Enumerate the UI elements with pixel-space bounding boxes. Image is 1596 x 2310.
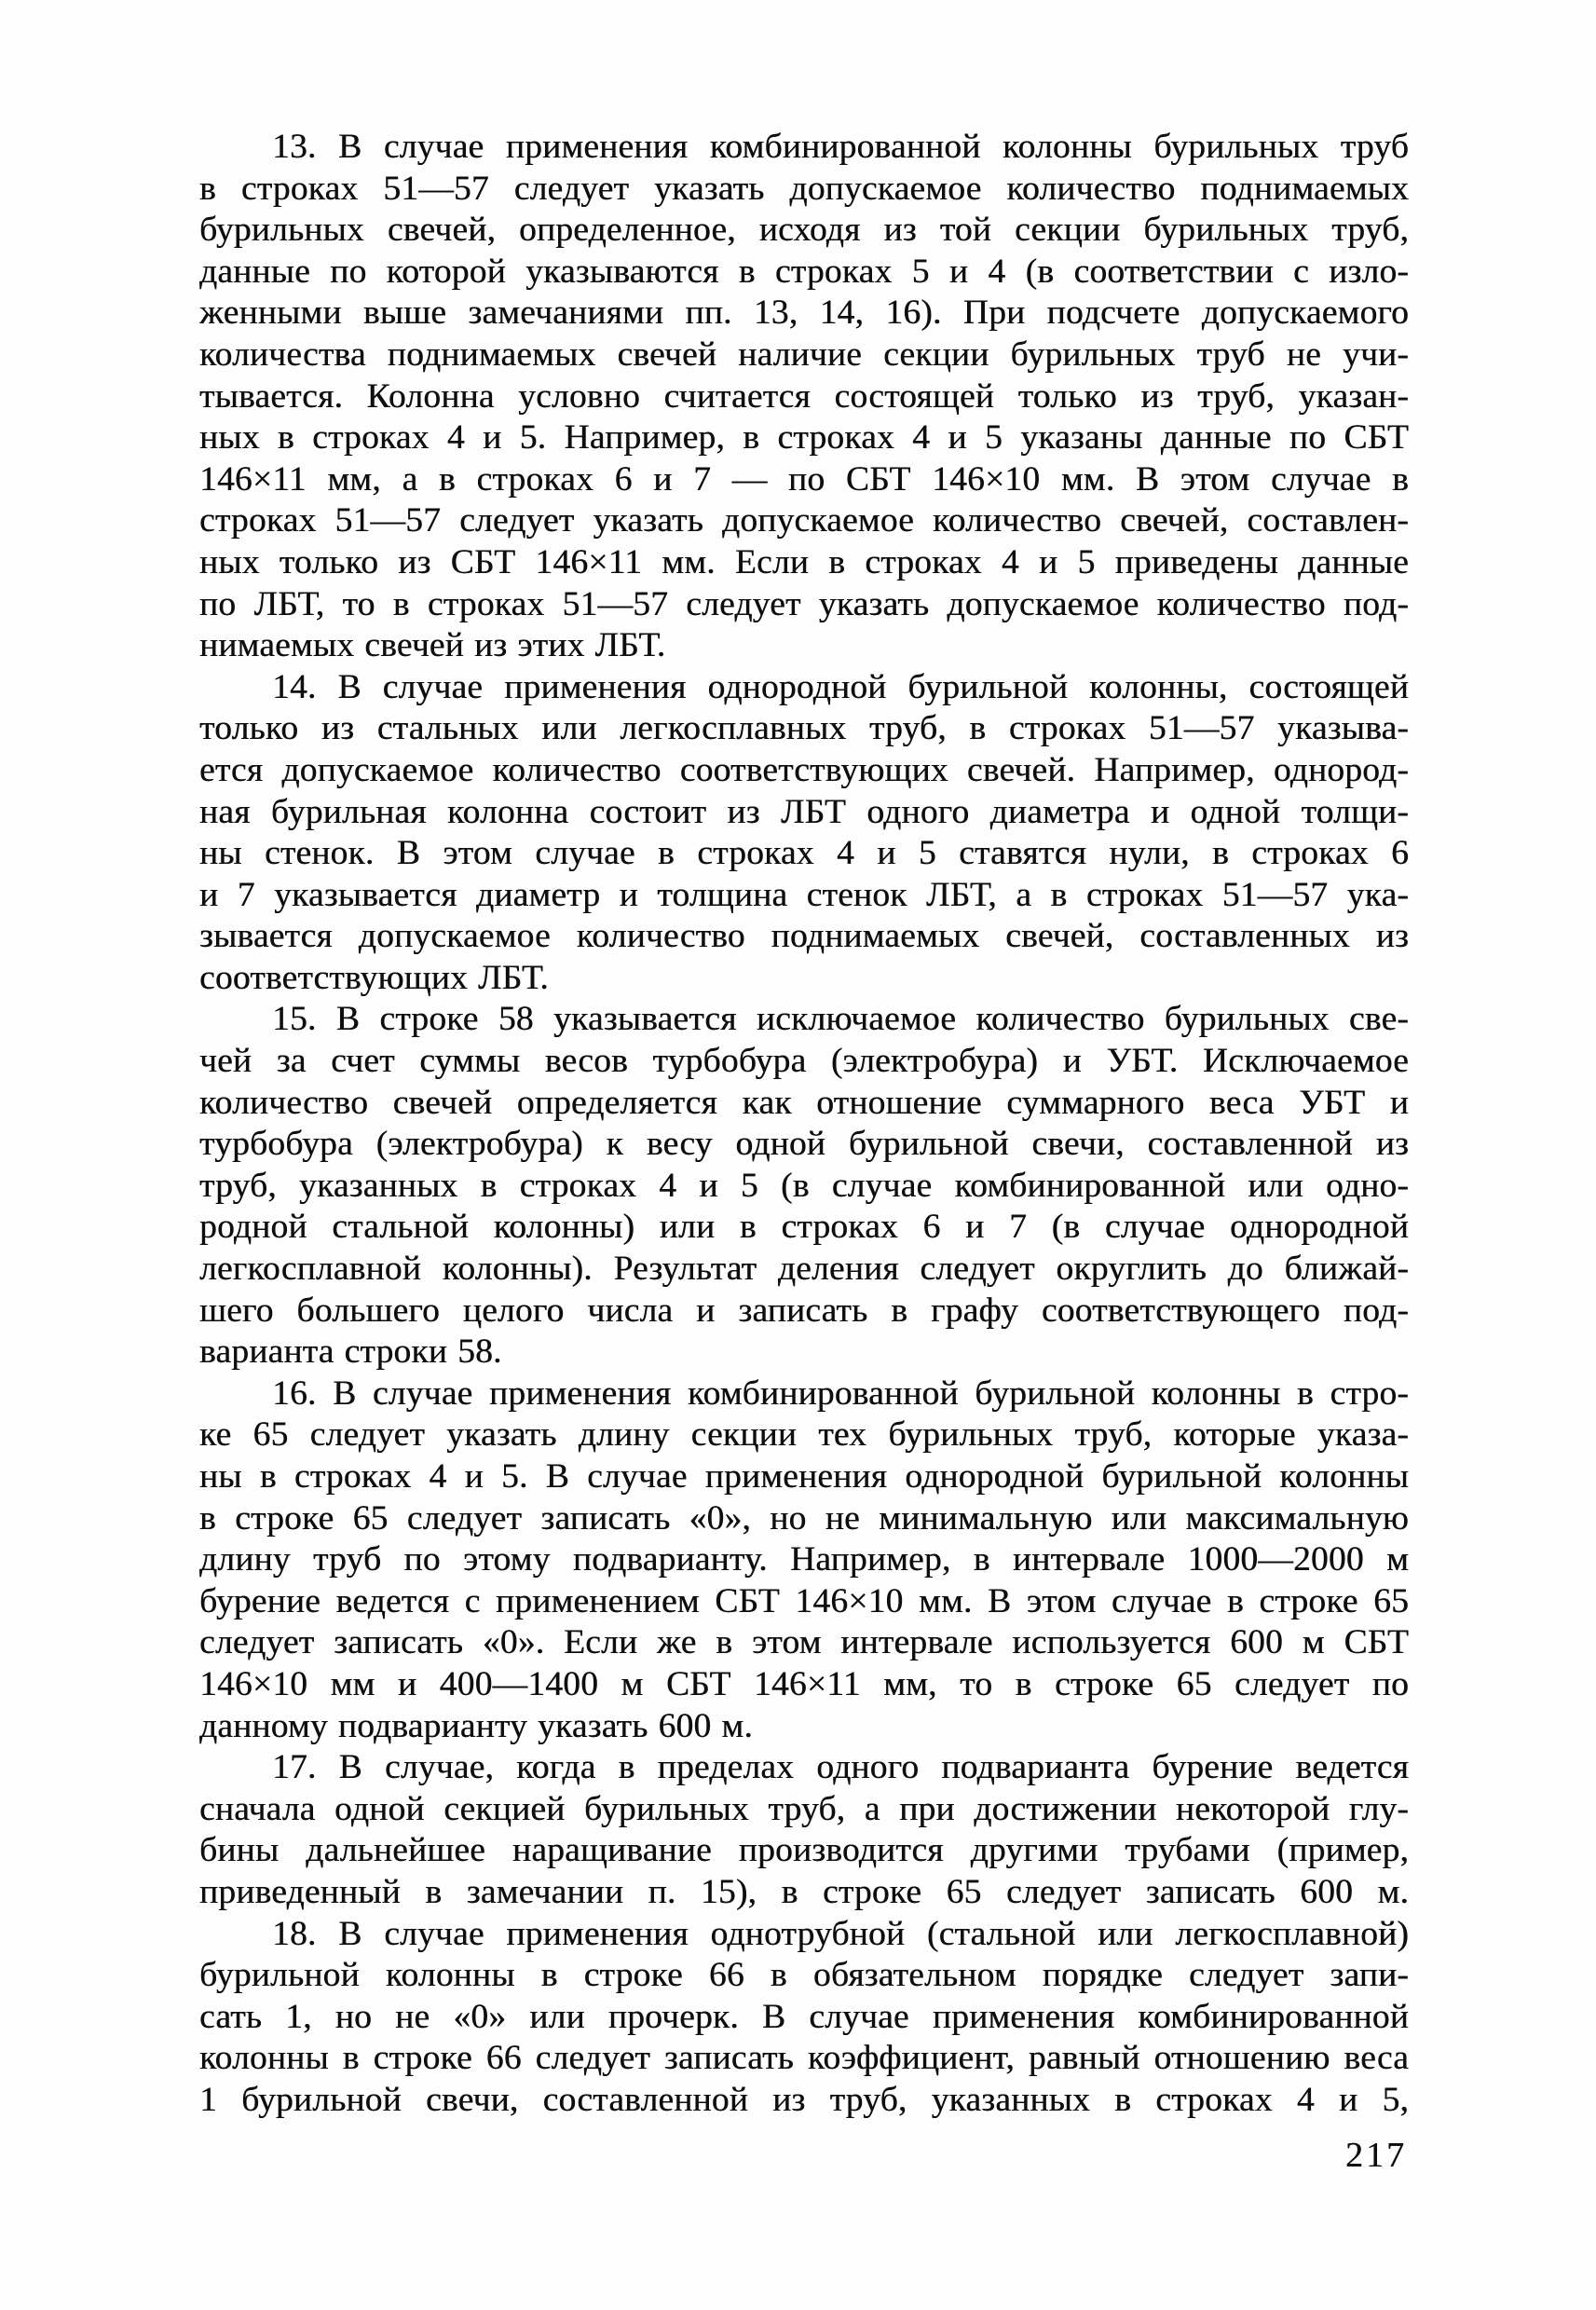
page-text — [199, 127, 1409, 2122]
text-line: чей за счет суммы весов турбобура (электробура) и УБТ. Исключаемое — [199, 1042, 1409, 1081]
text-line: 13. В случае применения комбинированной колонны бурильных труб — [272, 128, 1409, 166]
text-line: ная бурильная колонна состоит из ЛБТ одного диаметра и одной толщи- — [199, 792, 1409, 831]
text-line: ных только из СБТ 146×11 мм. Если в строках 4 и 5 приведены данные — [199, 542, 1409, 581]
text-line: нимаемых свечей из этих ЛБТ. — [199, 626, 666, 665]
text-line: данному подварианту указать 600 м. — [199, 1706, 753, 1745]
text-line: количества поднимаемых свечей наличие секции бурильных труб не учи- — [199, 335, 1409, 374]
text-line: ны стенок. В этом случае в строках 4 и 5 ставятся нули, в строках 6 — [199, 834, 1409, 873]
text-line: строках 51—57 следует указать допускаемое количество свечей, составлен- — [199, 501, 1409, 540]
text-line: сначала одной секцией бурильных труб, а при достижении некоторой глу- — [199, 1789, 1409, 1828]
text-line: ных в строках 4 и 5. Например, в строках 4 и 5 указаны данные по СБТ — [199, 418, 1409, 458]
paragraph-13 — [199, 127, 1409, 667]
text-line: бурение ведется с применением СБТ 146×10 мм. В этом случае в строке 65 — [199, 1581, 1409, 1620]
text-line: родной стальной колонны) или в строках 6 и 7 (в случае однородной — [199, 1208, 1409, 1247]
paragraph-14 — [199, 667, 1409, 1000]
paragraph-15 — [199, 999, 1409, 1373]
text-line: данные по которой указываются в строках 5 и 4 (в соответствии с изло- — [199, 252, 1409, 291]
text-line: варианта строки 58. — [199, 1333, 502, 1372]
text-line: приведенный в замечании п. 15), в строке 65 следует записать 600 м. — [199, 1872, 1409, 1911]
text-line: 146×11 мм, а в строках 6 и 7 — по СБТ 146×10 мм. В этом случае в — [199, 459, 1409, 499]
text-line: ется допускаемое количество соответствующих свечей. Например, однород- — [199, 750, 1409, 789]
text-line: бурильной колонны в строке 66 в обязательном порядке следует запи- — [199, 1956, 1409, 1995]
text-line: бурильных свечей, определенное, исходя из той секции бурильных труб, — [199, 211, 1409, 250]
text-line: зывается допускаемое количество поднимаемых свечей, составленных из — [199, 917, 1409, 956]
text-line: 14. В случае применения однородной бурильной колонны, состоящей — [272, 667, 1409, 706]
text-line: легкосплавной колонны). Результат деления следует округлить до ближай- — [199, 1250, 1409, 1289]
text-line: колонны в строке 66 следует записать коэффициент, равный отношению веса — [199, 2039, 1409, 2078]
text-line: шего большего целого числа и записать в графу соответствующего под- — [199, 1291, 1409, 1330]
page-number: 217 — [1345, 2136, 1407, 2175]
text-line: в строке 65 следует записать «0», но не минимальную или максимальную — [199, 1498, 1409, 1538]
text-line: сать 1, но не «0» или прочерк. В случае применения комбинированной — [199, 1997, 1409, 2036]
text-line: и 7 указывается диаметр и толщина стенок ЛБТ, а в строках 51—57 ука- — [199, 875, 1409, 914]
text-line: только из стальных или легкосплавных труб, в строках 51—57 указыва- — [199, 709, 1409, 748]
text-line: 18. В случае применения однотрубной (стальной или легкосплавной) — [272, 1914, 1409, 1953]
text-line: 17. В случае, когда в пределах одного подварианта бурение ведется — [272, 1748, 1409, 1787]
text-line: женными выше замечаниями пп. 13, 14, 16). При подсчете допускаемого — [199, 294, 1409, 333]
paragraph-18 — [199, 1914, 1409, 2122]
text-line: следует записать «0». Если же в этом интервале используется 600 м СБТ — [199, 1623, 1409, 1662]
text-line: 16. В случае применения комбинированной бурильной колонны в стро- — [272, 1374, 1409, 1413]
text-line: 146×10 мм и 400—1400 м СБТ 146×11 мм, то в строке 65 следует по — [199, 1664, 1409, 1703]
text-line: турбобура (электробура) к весу одной бурильной свечи, составленной из — [199, 1125, 1409, 1164]
paragraph-16 — [199, 1374, 1409, 1747]
text-line: в строках 51—57 следует указать допускаемое количество поднимаемых — [199, 169, 1409, 208]
paragraph-17 — [199, 1747, 1409, 1913]
text-line: длину труб по этому подварианту. Например, в интервале 1000—2000 м — [199, 1540, 1409, 1579]
text-line: ке 65 следует указать длину секции тех бурильных труб, которые указа- — [199, 1415, 1409, 1455]
text-line: бины дальнейшее наращивание производится другими трубами (пример, — [199, 1831, 1409, 1870]
text-line: труб, указанных в строках 4 и 5 (в случае комбинированной или одно- — [199, 1166, 1409, 1205]
text-line: соответствующих ЛБТ. — [199, 958, 549, 997]
text-line: 15. В строке 58 указывается исключаемое количество бурильных све- — [272, 1000, 1409, 1039]
text-line: количество свечей определяется как отношение суммарного веса УБТ и — [199, 1083, 1409, 1122]
text-line: ны в строках 4 и 5. В случае применения однородной бурильной колонны — [199, 1457, 1409, 1496]
text-line: тывается. Колонна условно считается состоящей только из труб, указан- — [199, 376, 1409, 416]
text-line: по ЛБТ, то в строках 51—57 следует указать допускаемое количество под- — [199, 584, 1409, 623]
text-line: 1 бурильной свечи, составленной из труб, указанных в строках 4 и 5, — [199, 2080, 1409, 2119]
